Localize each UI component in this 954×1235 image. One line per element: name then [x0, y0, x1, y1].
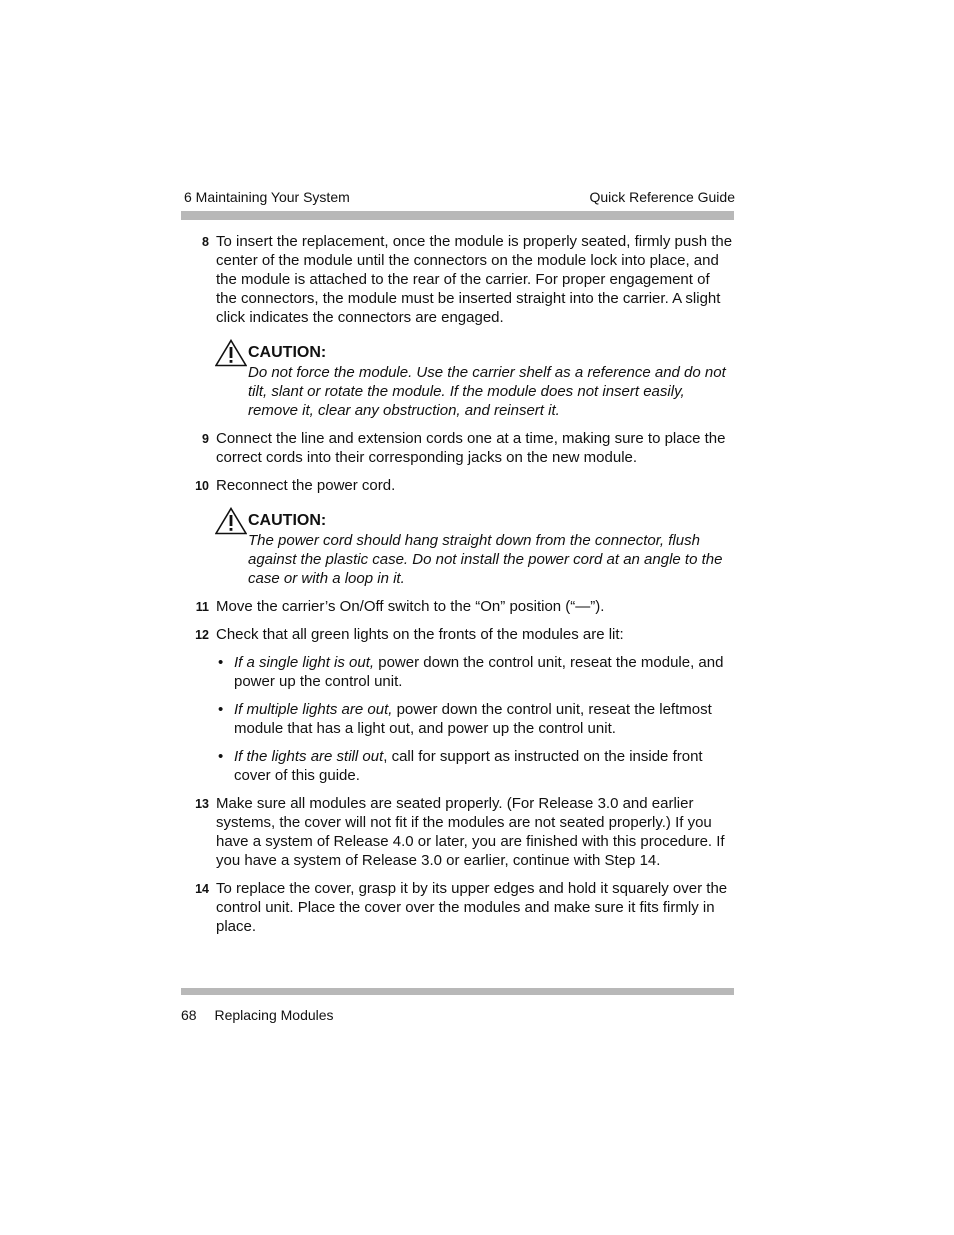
step-text: Reconnect the power cord.: [216, 477, 396, 494]
step-12: [181, 625, 734, 644]
page-content: [181, 232, 734, 945]
step-number: 14: [195, 882, 209, 896]
step-text: Move the carrier’s On/Off switch to the “On” position (“—”).: [216, 598, 605, 615]
bullet-icon: •: [218, 748, 224, 765]
step-8: [181, 232, 734, 327]
caution-triangle-icon: [215, 339, 247, 367]
step-10: [181, 476, 734, 495]
step-number: 11: [195, 600, 209, 614]
caution-title: CAUTION:: [248, 512, 327, 529]
bullet-icon: •: [218, 701, 224, 718]
caution-title: CAUTION:: [248, 344, 327, 361]
light-check-list: [181, 653, 734, 785]
step-text: To replace the cover, grasp it by its upper edges and hold it squarely over the control unit. Place the cover over the modules and make sure it fits firmly in place.: [216, 880, 728, 935]
page-footer: [181, 1007, 334, 1023]
step-text: Check that all green lights on the fronts of the modules are lit:: [216, 626, 624, 643]
header-rule: [181, 211, 734, 220]
list-item-lead: If multiple lights are out,: [234, 701, 393, 718]
step-text: Make sure all modules are seated properly. (For Release 3.0 and earlier systems, the cover will not fit if the modules are not seated properly.) If you have a system of Release 4.0 or later, you are finished with this procedure. If you have a system of Release 3.0 or earlier, continue with Step 14.: [216, 795, 725, 869]
step-9: [181, 429, 734, 467]
bullet-icon: •: [218, 654, 224, 671]
step-number: 8: [202, 235, 209, 249]
step-14: [181, 879, 734, 936]
list-item: [218, 747, 734, 785]
running-header-title: Quick Reference Guide: [589, 189, 735, 205]
list-item-text: power down the control unit, reseat the module, and power up the control unit.: [234, 654, 724, 690]
list-item-lead: If the lights are still out: [234, 748, 384, 765]
list-item: [218, 653, 734, 691]
step-13: [181, 794, 734, 870]
list-item-text: , call for support as instructed on the inside front cover of this guide.: [234, 748, 703, 784]
step-text: To insert the replacement, once the module is properly seated, firmly push the center of the module until the connectors on the module lock into place, and the module is attached to the rear of the carrier. For proper engagement of the connectors, the module must be inserted straight into the carrier. A slight click indicates the connectors are engaged.: [216, 233, 733, 326]
step-number: 13: [195, 797, 209, 811]
step-number: 10: [195, 479, 209, 493]
footer-section: Replacing Modules: [214, 1007, 334, 1023]
caution-triangle-icon: [215, 507, 247, 535]
step-text: Connect the line and extension cords one at a time, making sure to place the correct cords into their corresponding jacks on the new module.: [216, 430, 726, 466]
step-number: 9: [202, 432, 209, 446]
list-item: [218, 700, 734, 738]
list-item-text: power down the control unit, reseat the leftmost module that has a light out, and power up the control unit.: [234, 701, 712, 737]
step-number: 12: [195, 628, 209, 642]
running-header-chapter: 6 Maintaining Your System: [184, 189, 350, 205]
footer-rule: [181, 988, 734, 995]
step-11: [181, 597, 734, 616]
caution-text: Do not force the module. Use the carrier shelf as a reference and do not tilt, slant or rotate the module. If the module does not insert easily, remove it, clear any obstruction, and reinsert it.: [248, 364, 726, 419]
caution-box-2: [181, 511, 734, 588]
list-item-lead: If a single light is out,: [234, 654, 375, 671]
caution-text: The power cord should hang straight down from the connector, flush against the plastic case. Do not install the power cord at an angle to the case or with a loop in it.: [248, 532, 723, 587]
caution-box-1: [181, 343, 734, 420]
page-number: 68: [181, 1007, 197, 1023]
